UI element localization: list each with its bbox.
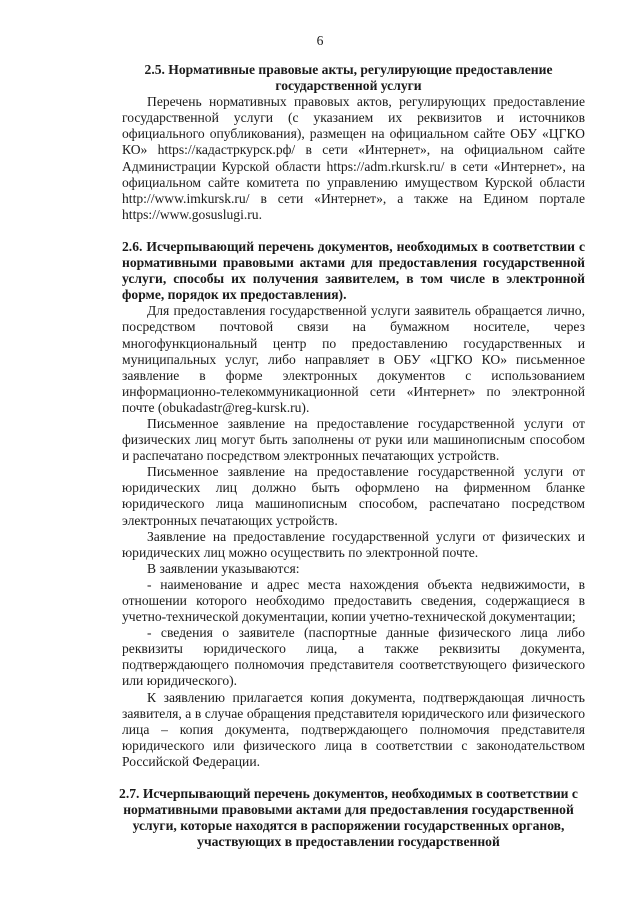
- section-2-6-paragraph-2: Письменное заявление на предоставление государственной услуги от физических лиц могут быть заполнены от руки или машинописным способом и распечатано посредством электронных печатающих устройств.: [122, 415, 585, 464]
- section-2-6-paragraph-7: - сведения о заявителе (паспортные данные физического лица либо реквизиты юридического лица, а также реквизиты документа, подтверждающего полномочия представителя соответствующего физического или юридического).: [122, 625, 585, 689]
- page-number: 6: [316, 33, 324, 48]
- section-2-6-heading: 2.6. Исчерпывающий перечень документов, необходимых в соответствии с нормативными правовыми актами для предоставления государственной услуги, способы их получения заявителем, в том числе в электронной форме, порядок их предоставления).: [122, 238, 585, 303]
- section-2-6-paragraph-4: Заявление на предоставление государственной услуги от физических и юридических лиц можно осуществить по электронной почте.: [122, 528, 585, 560]
- section-2-6-paragraph-3: Письменное заявление на предоставление государственной услуги от юридических лиц должно быть оформлено на фирменном бланке юридического лица машинописным способом, распечатано посредством электронных печатающих устройств.: [122, 464, 585, 528]
- section-gap: [122, 770, 585, 786]
- section-2-6-paragraph-5: В заявлении указываются:: [147, 560, 300, 576]
- section-2-6-paragraph-8: К заявлению прилагается копия документа, подтверждающая личность заявителя, а в случае обращения представителя юридического или физического лица – копия документа, подтверждающего полномочия представителя юридического или физического лица в соответствии с законодательством Российской Федерации.: [122, 689, 585, 769]
- section-2-6-paragraph-6: - наименование и адрес места нахождения объекта недвижимости, в отношении которого необходимо предоставить сведения, содержащиеся в учетно-технической документации, копии учетно-технической документации;: [122, 576, 585, 625]
- section-gap: [122, 223, 585, 239]
- section-2-6-paragraph-1: Для предоставления государственной услуги заявитель обращается лично, посредством почтовой связи на бумажном носителе, через многофункциональный центр по предоставлению государственных и муниципальных услуг, либо направляет в ОБУ «ЦГКО КО» письменное заявление в форме электронных документов с использованием информационно-телекоммуникационной сети «Интернет» по электронной почте (obukadastr@reg-kursk.ru).: [122, 303, 585, 415]
- section-2-5-paragraph: Перечень нормативных правовых актов, регулирующих предоставление государственной услуги (с указанием их реквизитов и источников официального опубликования), размещен на официальном сайте ОБУ «ЦГКО КО» https://кадастркурск.рф/ в сети «Интернет», на официальном сайте Администрации Курской области https://adm.rkursk.ru/ в сети «Интернет», на официальном сайте комитета по управлению имуществом Курской области http://www.imkursk.ru/ в сети «Интернет», а также на Едином портале https://www.gosuslugi.ru.: [122, 94, 585, 222]
- section-2-7-heading: 2.7. Исчерпывающий перечень документов, необходимых в соответствии с нормативными правовыми актами для предоставления государственной услуги, которые находятся в распоряжении государственных органов, участвующих в предоставлении государственной: [119, 786, 578, 850]
- section-2-5-heading: 2.5. Нормативные правовые акты, регулирующие предоставление государственной услуги: [144, 62, 553, 94]
- page-content: [119, 62, 585, 850]
